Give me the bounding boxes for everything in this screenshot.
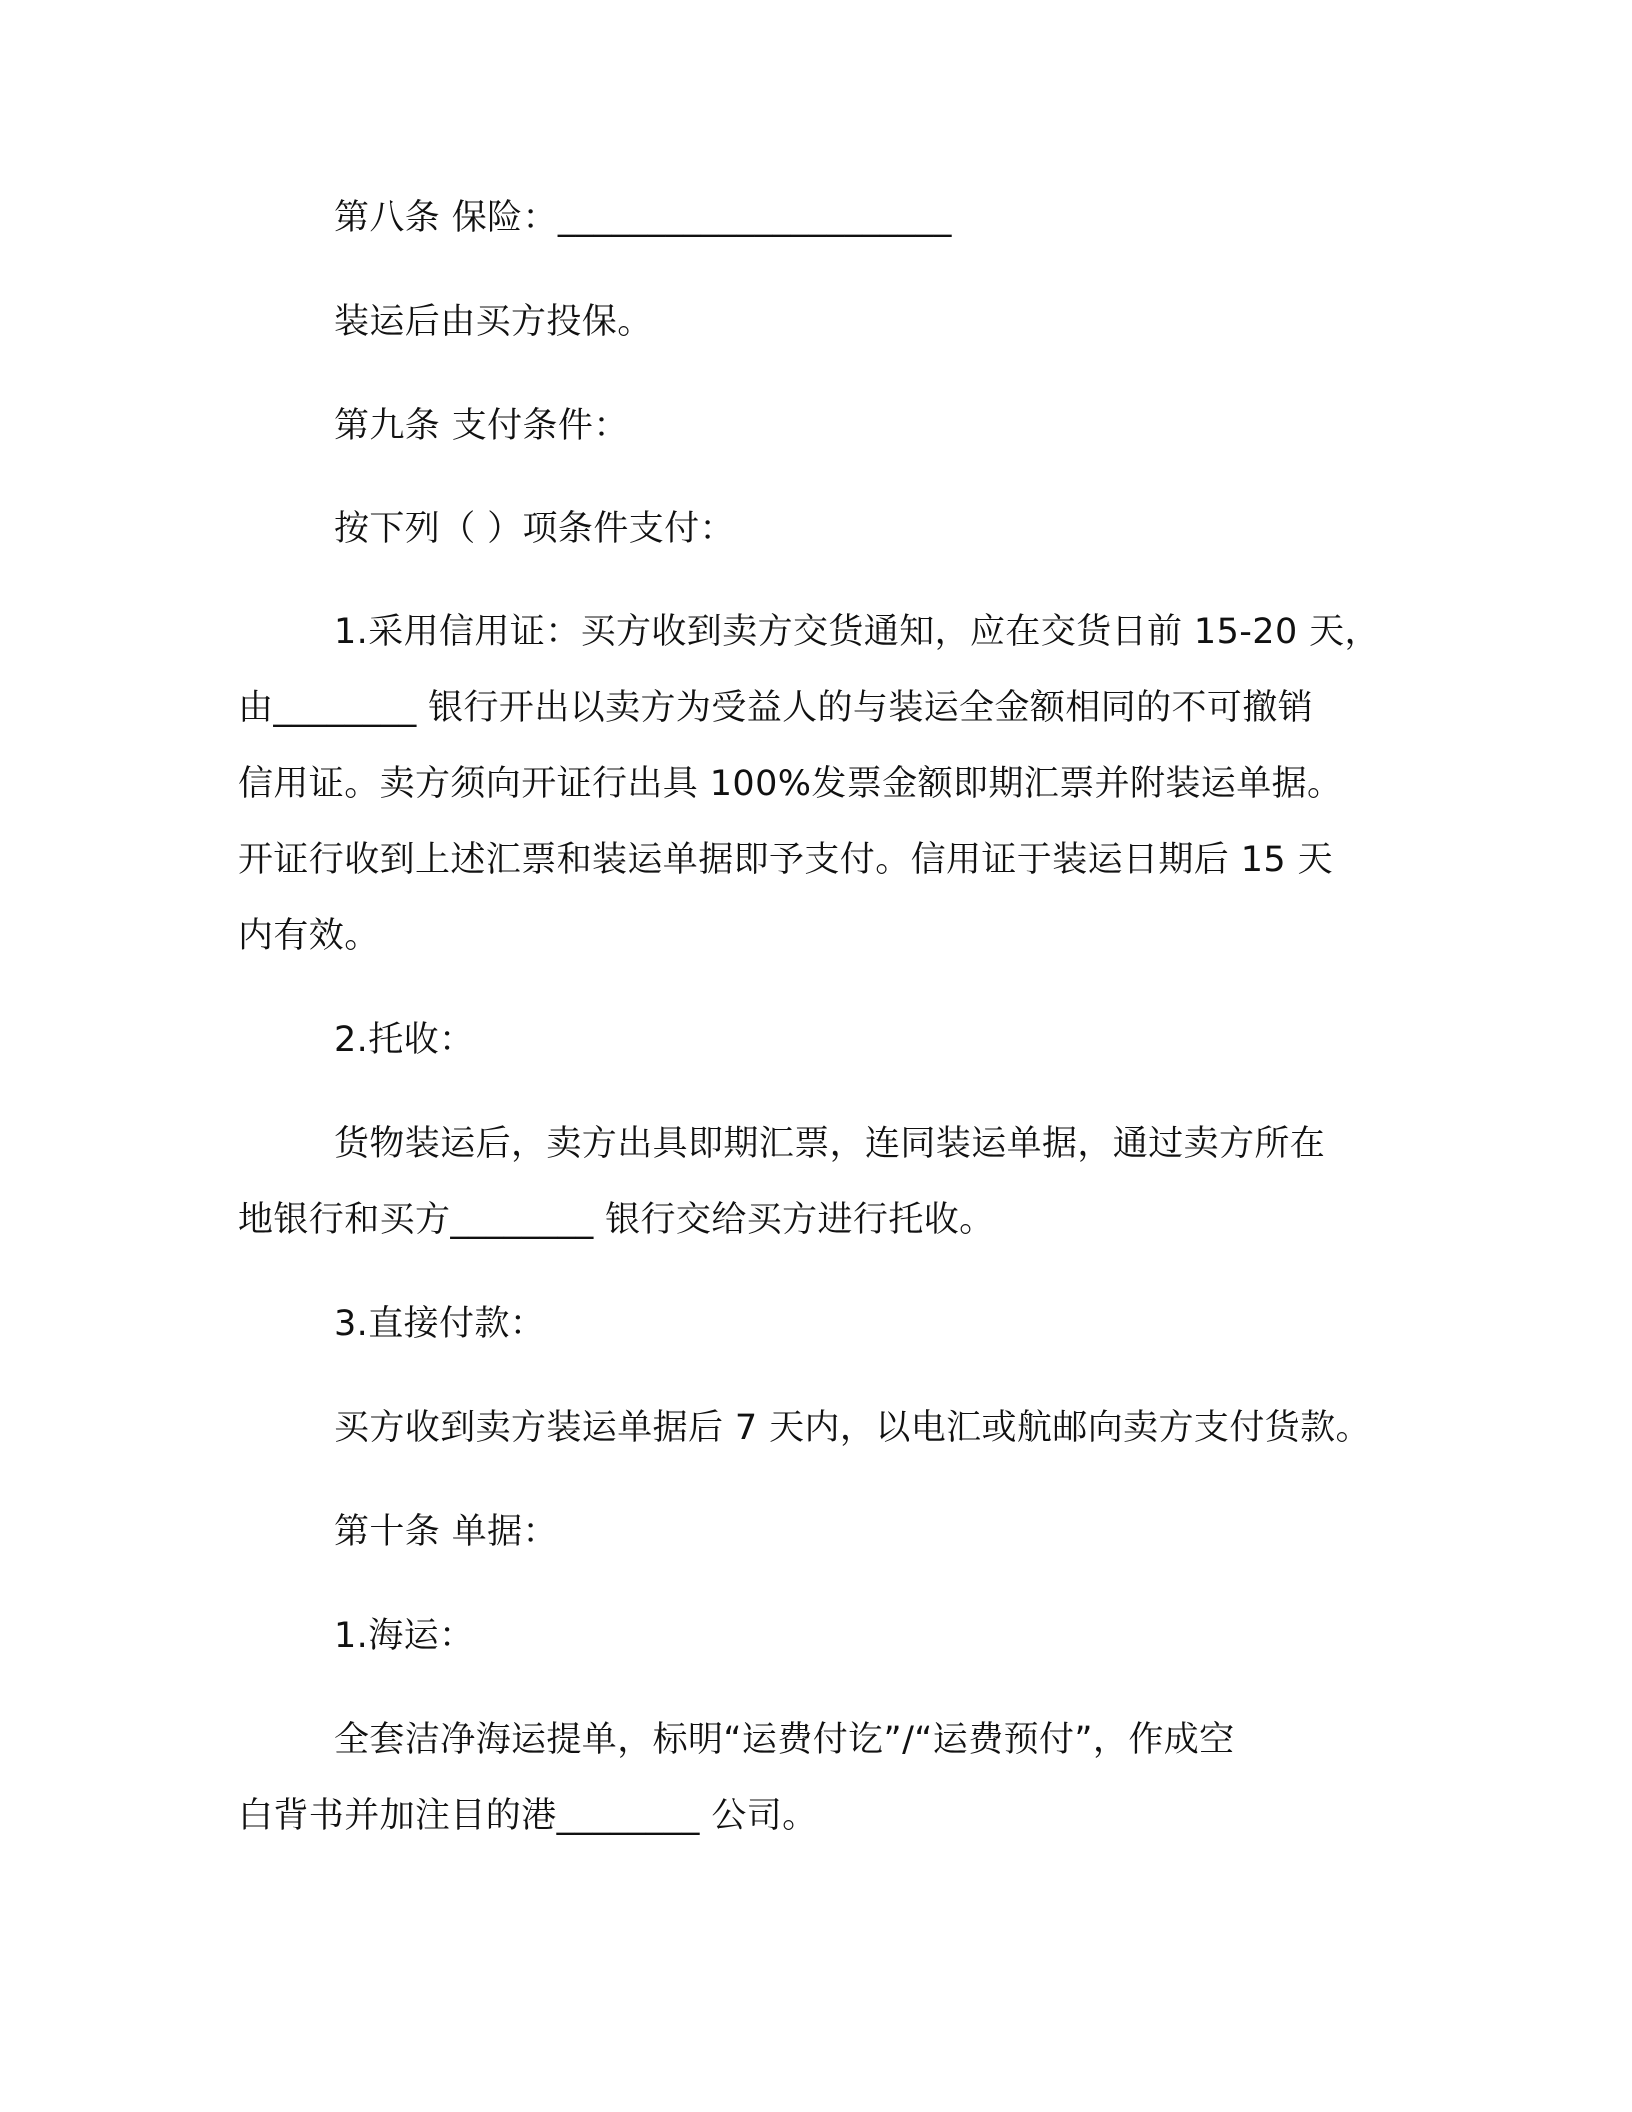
letter-of-credit-line-2: 由________ 银行开出以卖方为受益人的与装运全金额相同的不可撤销 <box>238 688 1314 728</box>
sea-transport-heading: 1.海运： <box>334 1616 475 1656</box>
sea-transport-line-2: 白背书并加注目的港________ 公司。 <box>238 1796 818 1836</box>
letter-of-credit-line-3: 信用证。卖方须向开证行出具 100%发票金额即期汇票并附装运单据。 <box>238 764 1343 804</box>
letter-of-credit-line-1: 1.采用信用证：买方收到卖方交货通知，应在交货日前 15-20 天， <box>334 612 1380 652</box>
article-8-heading: 第八条 保险：______________________ <box>334 198 952 238</box>
collection-line-2: 地银行和买方________ 银行交给买方进行托收。 <box>238 1200 995 1240</box>
payment-option-prompt: 按下列（ ）项条件支付： <box>334 509 735 549</box>
direct-payment-heading: 3.直接付款： <box>334 1304 546 1344</box>
letter-of-credit-line-4: 开证行收到上述汇票和装运单据即予支付。信用证于装运日期后 15 天 <box>238 840 1333 880</box>
sea-transport-line-1: 全套洁净海运提单，标明“运费付讫”/“运费预付”，作成空 <box>334 1720 1235 1760</box>
article-8-text: 装运后由买方投保。 <box>334 302 653 342</box>
collection-heading: 2.托收： <box>334 1020 475 1060</box>
collection-line-1: 货物装运后，卖方出具即期汇票，连同装运单据，通过卖方所在 <box>334 1124 1326 1164</box>
letter-of-credit-line-5: 内有效。 <box>238 916 380 956</box>
article-10-heading: 第十条 单据： <box>334 1512 558 1552</box>
article-9-heading: 第九条 支付条件： <box>334 406 629 446</box>
direct-payment-text: 买方收到卖方装运单据后 7 天内，以电汇或航邮向卖方支付货款。 <box>334 1408 1371 1448</box>
